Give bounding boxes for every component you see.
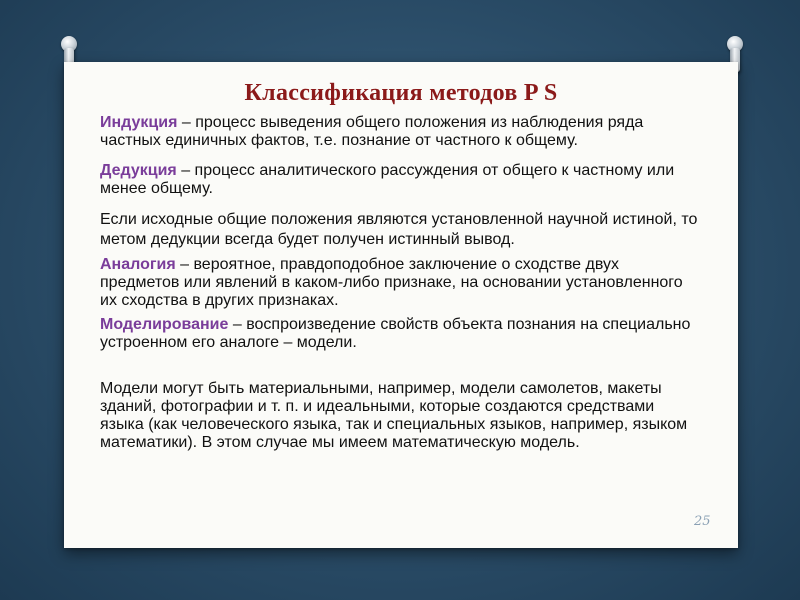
term-deduction: Дедукция <box>100 162 177 179</box>
slide-content <box>100 114 700 452</box>
paragraph-induction <box>100 114 700 150</box>
page-number: 25 <box>694 514 711 529</box>
term-induction: Индукция <box>100 114 178 131</box>
paragraph-analogy <box>100 256 700 310</box>
text-modeling: – воспроизведение свойств объекта познания на специально устроенном его аналоге – модели. <box>100 316 691 351</box>
slide-title: Классификация методов P S <box>244 80 558 106</box>
paragraph-models: Модели могут быть материальными, например, модели самолетов, макеты зданий, фотографии и т. п. и идеальными, которые создаются средствами языка (как человеческого языка, так и специальных языков, например, языком математики). В этом случае мы имеем математическую модель. <box>100 380 688 451</box>
text-induction: – процесс выведения общего положения из наблюдения ряда частных единичных фактов, т.е. познание от частного к общему. <box>100 114 644 149</box>
paragraph-deduction <box>100 162 700 198</box>
paragraph-modeling <box>100 316 700 352</box>
term-analogy: Аналогия <box>100 256 176 273</box>
text-deduction: – процесс аналитического рассуждения от общего к частному или менее общему. <box>100 162 675 197</box>
text-analogy: – вероятное, правдоподобное заключение о сходстве двух предметов или явлений в каком-либо признаке, на основании установленного их сходства в других признаках. <box>100 256 683 309</box>
term-modeling: Моделирование <box>100 316 229 333</box>
paragraph-deduction-note: Если исходные общие положения являются установленной научной истиной, то метом дедукции всегда будет получен истинный вывод. <box>100 211 698 248</box>
